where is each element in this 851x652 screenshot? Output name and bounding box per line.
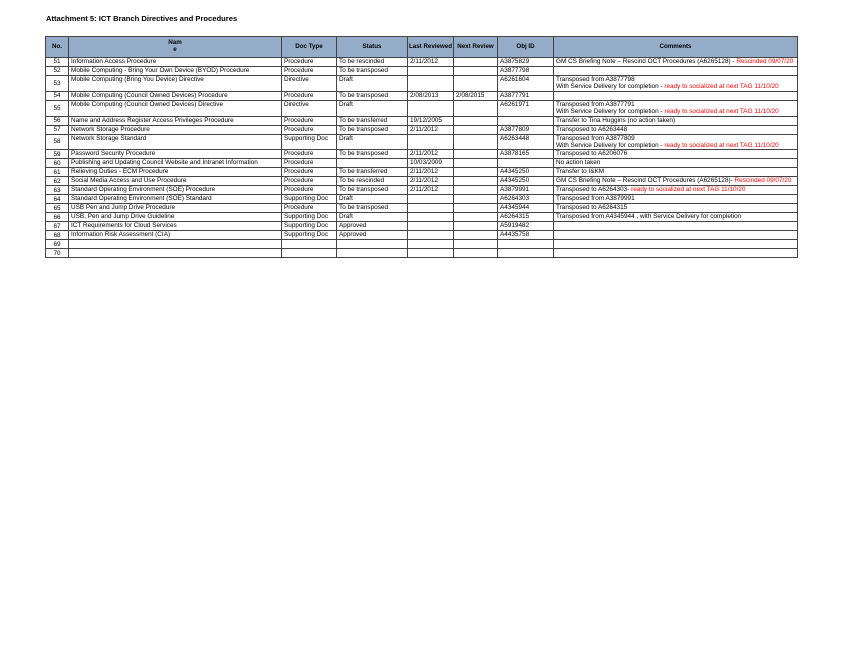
last-reviewed-cell xyxy=(408,204,454,213)
status-cell: To be rescinded xyxy=(337,58,408,67)
doc-type-cell: Procedure xyxy=(282,91,337,100)
comment-text: GM CS Briefing Note – Rescind OCT Procedures (A6265128)- xyxy=(556,177,735,185)
last-reviewed-cell: 2/11/2012 xyxy=(408,58,454,67)
status-cell: To be transposed xyxy=(337,186,408,195)
doc-type-cell: Supporting Doc xyxy=(282,134,337,150)
comment-text: Transposed from A3877809 xyxy=(556,134,635,142)
header-status: Status xyxy=(337,37,408,58)
obj-id-cell: A6261604 xyxy=(498,76,554,92)
last-reviewed-cell: 10/03/2009 xyxy=(408,159,454,168)
table-row xyxy=(46,177,798,186)
next-review-cell xyxy=(454,150,498,159)
status-cell: Draft xyxy=(337,213,408,222)
last-reviewed-cell: 19/12/2005 xyxy=(408,116,454,125)
obj-id-cell: A6263448 xyxy=(498,134,554,150)
table-body xyxy=(46,58,798,258)
header-doc-type: Doc Type xyxy=(282,37,337,58)
next-review-cell: 2/08/2015 xyxy=(454,91,498,100)
next-review-cell xyxy=(454,213,498,222)
last-reviewed-cell xyxy=(408,213,454,222)
obj-id-cell: A3878165 xyxy=(498,150,554,159)
document-name-cell: Publishing and Updating Council Website and Intranet Information xyxy=(69,159,282,168)
table-row xyxy=(46,249,798,258)
status-cell: Draft xyxy=(337,195,408,204)
comment-text: Transfer to I&KM xyxy=(556,168,605,176)
document-name-cell: Standard Operating Environment (SOE) Procedure xyxy=(69,186,282,195)
table-row xyxy=(46,159,798,168)
row-number-cell: 69 xyxy=(46,240,69,249)
obj-id-cell: A4345250 xyxy=(498,168,554,177)
next-review-cell xyxy=(454,159,498,168)
comments-cell xyxy=(554,100,798,116)
comment-text: Transposed to A6264303- xyxy=(556,186,632,194)
comments-cell xyxy=(554,159,798,168)
row-number-cell: 63 xyxy=(46,186,69,195)
doc-type-cell: Procedure xyxy=(282,159,337,168)
comments-cell xyxy=(554,222,798,231)
comments-cell xyxy=(554,240,798,249)
doc-type-cell: Supporting Doc xyxy=(282,222,337,231)
comment-highlight-line2: ready to socialized at next TAG 11/10/20 xyxy=(664,108,779,116)
next-review-cell xyxy=(454,67,498,76)
next-review-cell xyxy=(454,222,498,231)
doc-type-cell: Supporting Doc xyxy=(282,213,337,222)
row-number-cell: 67 xyxy=(46,222,69,231)
row-number-cell: 55 xyxy=(46,100,69,116)
doc-type-cell xyxy=(282,249,337,258)
last-reviewed-cell xyxy=(408,240,454,249)
table-row xyxy=(46,116,798,125)
row-number-cell: 70 xyxy=(46,249,69,258)
comment-text: Transposed from A3877791 xyxy=(556,100,635,108)
obj-id-cell xyxy=(498,159,554,168)
comments-cell xyxy=(554,150,798,159)
comments-cell xyxy=(554,168,798,177)
row-number-cell: 61 xyxy=(46,168,69,177)
document-name-cell: Mobile Computing (Council Owned Devices) Procedure xyxy=(69,91,282,100)
next-review-cell xyxy=(454,249,498,258)
status-cell xyxy=(337,159,408,168)
next-review-cell xyxy=(454,204,498,213)
last-reviewed-cell: 2/08/2013 xyxy=(408,91,454,100)
comment-highlight: ready to socialized at next TAG 11/10/20 xyxy=(631,186,746,194)
table-row xyxy=(46,67,798,76)
last-reviewed-cell: 2/11/2012 xyxy=(408,186,454,195)
comments-cell xyxy=(554,91,798,100)
last-reviewed-cell: 2/11/2012 xyxy=(408,150,454,159)
status-cell: To be transposed xyxy=(337,150,408,159)
comment-highlight: Rescinded 09/07/20 xyxy=(736,58,794,65)
header-name-line2: e xyxy=(173,46,177,53)
next-review-cell xyxy=(454,116,498,125)
row-number-cell: 57 xyxy=(46,125,69,134)
obj-id-cell: A3875829 xyxy=(498,58,554,67)
doc-type-cell: Directive xyxy=(282,76,337,92)
status-cell: To be rescinded xyxy=(337,177,408,186)
doc-type-cell: Procedure xyxy=(282,204,337,213)
status-cell: Approved xyxy=(337,222,408,231)
header-comments: Comments xyxy=(554,37,798,58)
row-number-cell: 60 xyxy=(46,159,69,168)
comment-text: Transfer to Tina Huggins (no action taken) xyxy=(556,116,676,124)
table-row xyxy=(46,125,798,134)
row-number-cell: 65 xyxy=(46,204,69,213)
comment-text: Transposed to A6206076 xyxy=(556,150,628,158)
last-reviewed-cell: 2/11/2012 xyxy=(408,168,454,177)
comment-text: Transposed to A6263448 xyxy=(556,125,628,133)
document-name-cell: Social Media Access and Use Procedure xyxy=(69,177,282,186)
status-cell xyxy=(337,249,408,258)
comments-cell xyxy=(554,213,798,222)
doc-type-cell: Procedure xyxy=(282,58,337,67)
table-row xyxy=(46,195,798,204)
last-reviewed-cell xyxy=(408,67,454,76)
next-review-cell xyxy=(454,134,498,150)
comments-cell xyxy=(554,177,798,186)
next-review-cell xyxy=(454,186,498,195)
comments-cell xyxy=(554,204,798,213)
comment-text: Transposed to A6264315 xyxy=(556,204,628,212)
obj-id-cell: A4345250 xyxy=(498,177,554,186)
status-cell: Approved xyxy=(337,231,408,240)
row-number-cell: 59 xyxy=(46,150,69,159)
doc-type-cell: Procedure xyxy=(282,177,337,186)
obj-id-cell: A6261971 xyxy=(498,100,554,116)
status-cell: To be transposed xyxy=(337,125,408,134)
obj-id-cell: A3877798 xyxy=(498,67,554,76)
obj-id-cell: A4435758 xyxy=(498,231,554,240)
comment-text: Transposed from A4345944 , with Service Delivery for completion xyxy=(556,213,742,221)
doc-type-cell: Procedure xyxy=(282,67,337,76)
status-cell: To be transferred xyxy=(337,168,408,177)
document-name-cell: Standard Operating Environment (SOE) Standard xyxy=(69,195,282,204)
header-name xyxy=(69,37,282,58)
comments-cell xyxy=(554,186,798,195)
doc-type-cell: Procedure xyxy=(282,186,337,195)
status-cell: Draft xyxy=(337,76,408,92)
last-reviewed-cell: 2/11/2012 xyxy=(408,125,454,134)
comments-cell xyxy=(554,249,798,258)
document-name-cell: Relieving Duties - ECM Procedure xyxy=(69,168,282,177)
table-row xyxy=(46,150,798,159)
last-reviewed-cell xyxy=(408,231,454,240)
next-review-cell xyxy=(454,168,498,177)
header-no: No. xyxy=(46,37,69,58)
comment-text: Transposed from A3879991 xyxy=(556,195,635,203)
doc-type-cell: Procedure xyxy=(282,168,337,177)
document-name-cell: Mobile Computing (Bring You Device) Directive xyxy=(69,76,282,92)
directives-table xyxy=(45,36,798,258)
document-name-cell xyxy=(69,240,282,249)
document-title: Attachment 5: ICT Branch Directives and Procedures xyxy=(46,14,238,23)
table-row xyxy=(46,91,798,100)
comments-cell xyxy=(554,134,798,150)
table-row xyxy=(46,100,798,116)
next-review-cell xyxy=(454,58,498,67)
row-number-cell: 51 xyxy=(46,58,69,67)
obj-id-cell: A6264315 xyxy=(498,213,554,222)
last-reviewed-cell: 2/11/2012 xyxy=(408,177,454,186)
next-review-cell xyxy=(454,240,498,249)
table-row xyxy=(46,204,798,213)
comments-cell xyxy=(554,125,798,134)
document-name-cell: USB Pen and Jump Drive Procedure xyxy=(69,204,282,213)
table-row xyxy=(46,240,798,249)
header-last-reviewed: Last Reviewed xyxy=(408,37,454,58)
table-row xyxy=(46,231,798,240)
document-name-cell: Information Access Procedure xyxy=(69,58,282,67)
header-name-line1: Nam xyxy=(168,39,182,47)
obj-id-cell: A5919482 xyxy=(498,222,554,231)
document-name-cell xyxy=(69,249,282,258)
comment-highlight: Rescinded 09/07/20 xyxy=(734,177,792,185)
comment-text: No action taken xyxy=(556,159,601,167)
document-name-cell: Network Storage Standard xyxy=(69,134,282,150)
obj-id-cell: A4345944 xyxy=(498,204,554,213)
comment-text: GM CS Briefing Note – Rescind OCT Procedures (A6265128) - xyxy=(556,58,737,65)
row-number-cell: 56 xyxy=(46,116,69,125)
table-row xyxy=(46,168,798,177)
status-cell: To be transposed xyxy=(337,67,408,76)
last-reviewed-cell xyxy=(408,76,454,92)
obj-id-cell: A3879991 xyxy=(498,186,554,195)
comments-cell xyxy=(554,67,798,76)
status-cell: Draft xyxy=(337,134,408,150)
comment-highlight-line2: ready to socialized at next TAG 11/10/20 xyxy=(664,83,779,91)
row-number-cell: 54 xyxy=(46,91,69,100)
document-name-cell: Name and Address Register Access Privileges Procedure xyxy=(69,116,282,125)
next-review-cell xyxy=(454,195,498,204)
table-row xyxy=(46,213,798,222)
doc-type-cell: Procedure xyxy=(282,116,337,125)
comment-text: Transposed from A3877798 xyxy=(556,76,635,83)
obj-id-cell: A3877791 xyxy=(498,91,554,100)
document-name-cell: Password Security Procedure xyxy=(69,150,282,159)
row-number-cell: 58 xyxy=(46,134,69,150)
table-row xyxy=(46,134,798,150)
table-row xyxy=(46,222,798,231)
doc-type-cell xyxy=(282,240,337,249)
row-number-cell: 53 xyxy=(46,76,69,92)
document-name-cell: Mobile Computing - Bring Your Own Device (BYOD) Procedure xyxy=(69,67,282,76)
obj-id-cell xyxy=(498,116,554,125)
table-row xyxy=(46,76,798,92)
comments-cell xyxy=(554,116,798,125)
next-review-cell xyxy=(454,100,498,116)
last-reviewed-cell xyxy=(408,134,454,150)
table-row xyxy=(46,186,798,195)
table-header-row xyxy=(46,37,798,58)
obj-id-cell xyxy=(498,240,554,249)
doc-type-cell: Supporting Doc xyxy=(282,231,337,240)
status-cell: To be transposed xyxy=(337,91,408,100)
doc-type-cell: Directive xyxy=(282,100,337,116)
row-number-cell: 68 xyxy=(46,231,69,240)
document-name-cell: USB, Pen and Jump Drive Guideline xyxy=(69,213,282,222)
status-cell: To be transposed xyxy=(337,204,408,213)
last-reviewed-cell xyxy=(408,195,454,204)
table-row xyxy=(46,58,798,67)
comments-cell xyxy=(554,58,798,67)
header-next-review: Next Review xyxy=(454,37,498,58)
next-review-cell xyxy=(454,231,498,240)
comments-cell xyxy=(554,195,798,204)
document-name-cell: ICT Requirements for Cloud Services xyxy=(69,222,282,231)
obj-id-cell xyxy=(498,249,554,258)
row-number-cell: 66 xyxy=(46,213,69,222)
last-reviewed-cell xyxy=(408,100,454,116)
next-review-cell xyxy=(454,125,498,134)
status-cell: To be transferred xyxy=(337,116,408,125)
row-number-cell: 52 xyxy=(46,67,69,76)
last-reviewed-cell xyxy=(408,222,454,231)
last-reviewed-cell xyxy=(408,249,454,258)
document-name-cell: Mobile Computing (Council Owned Devices) Directive xyxy=(69,100,282,116)
row-number-cell: 62 xyxy=(46,177,69,186)
header-obj-id: Obj ID xyxy=(498,37,554,58)
comment-highlight-line2: ready to socialized at next TAG 11/10/20 xyxy=(664,142,779,150)
next-review-cell xyxy=(454,177,498,186)
obj-id-cell: A3877809 xyxy=(498,125,554,134)
comments-cell xyxy=(554,76,798,92)
comments-cell xyxy=(554,231,798,240)
doc-type-cell: Procedure xyxy=(282,150,337,159)
doc-type-cell: Supporting Doc xyxy=(282,195,337,204)
doc-type-cell: Procedure xyxy=(282,125,337,134)
row-number-cell: 64 xyxy=(46,195,69,204)
next-review-cell xyxy=(454,76,498,92)
obj-id-cell: A6264303 xyxy=(498,195,554,204)
comment-text-line2: With Service Delivery for completion - xyxy=(556,108,665,116)
status-cell xyxy=(337,240,408,249)
comment-text-line2: With Service Delivery for completion - xyxy=(556,142,665,150)
comment-text-line2: With Service Delivery for completion - xyxy=(556,83,665,91)
status-cell: Draft xyxy=(337,100,408,116)
document-name-cell: Information Risk Assessment (CIA) xyxy=(69,231,282,240)
document-name-cell: Network Storage Procedure xyxy=(69,125,282,134)
